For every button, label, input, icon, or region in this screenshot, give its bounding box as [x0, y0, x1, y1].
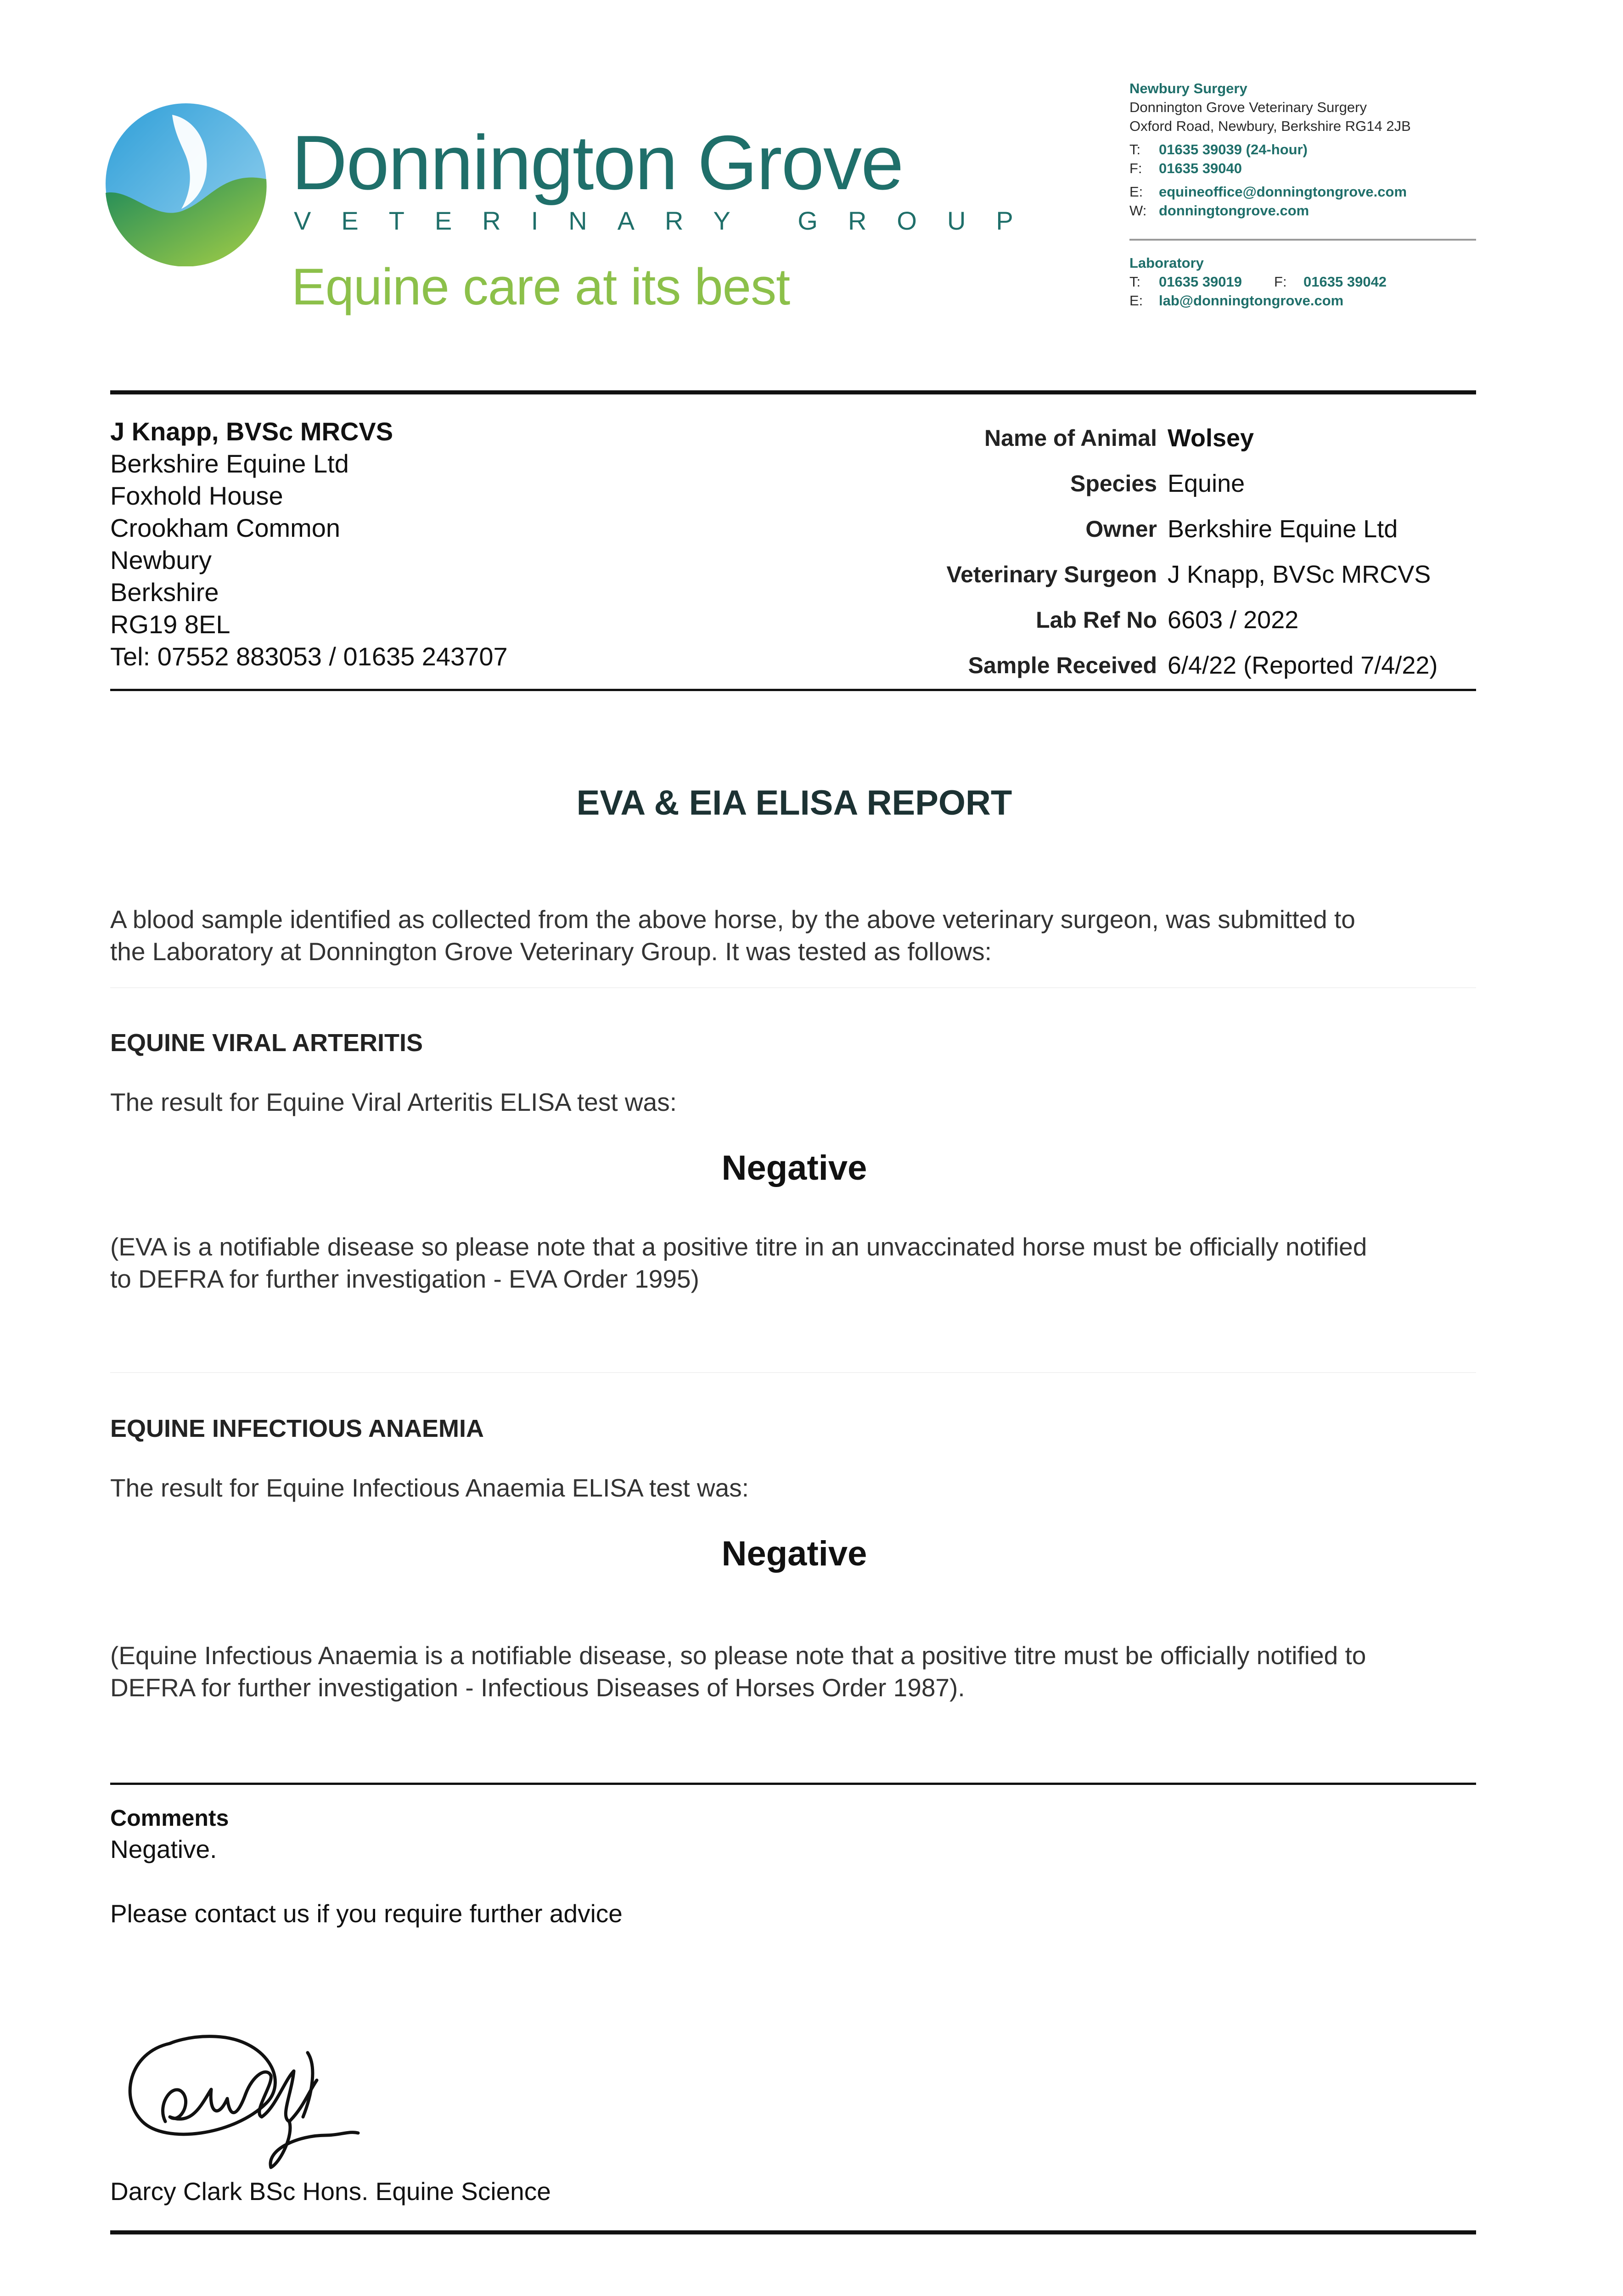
section-divider: [110, 1372, 1476, 1373]
eva-note: [110, 1231, 1488, 1295]
eia-prompt: The result for Equine Infectious Anaemia ELISA test was:: [110, 1474, 749, 1502]
lab-tel[interactable]: 01635 39019: [1159, 274, 1242, 290]
vet-label: Veterinary Surgeon: [946, 562, 1157, 587]
intro-line: A blood sample identified as collected from the above horse, by the above veterinary surgeon, was submitted to: [110, 905, 1355, 934]
signature-icon: [115, 2025, 363, 2177]
eva-result: Negative: [721, 1148, 867, 1187]
lab-fax: 01635 39042: [1303, 274, 1387, 290]
lab-heading: Laboratory: [1129, 255, 1204, 271]
signatory-name: Darcy Clark BSc Hons. Equine Science: [110, 2177, 551, 2206]
animal-info-labels: [947, 416, 1157, 688]
advice-text: Please contact us if you require further advice: [110, 1899, 623, 1928]
comments-label: Comments: [110, 1805, 229, 1831]
surgery-email[interactable]: equineoffice@donningtongrove.com: [1159, 184, 1407, 200]
eva-note-line: (EVA is a notifiable disease so please note that a positive titre in an unvaccinated horse must be officially notified: [110, 1232, 1367, 1261]
recipient-line: Berkshire: [110, 578, 219, 607]
lab-email[interactable]: lab@donningtongrove.com: [1159, 293, 1344, 309]
recipient-line: RG19 8EL: [110, 610, 230, 639]
surgery-email-label: E:: [1129, 184, 1143, 200]
recipient-address: [110, 416, 508, 673]
tagline: Equine care at its best: [292, 258, 790, 315]
eia-note: [110, 1639, 1488, 1704]
animal-name-label: Name of Animal: [984, 425, 1157, 451]
surgery-heading: Newbury Surgery: [1129, 80, 1247, 96]
surgery-contact: [1129, 79, 1411, 220]
animal-name: Wolsey: [1168, 424, 1254, 452]
eia-note-line: DEFRA for further investigation - Infectious Diseases of Horses Order 1987).: [110, 1673, 965, 1702]
surgery-fax: 01635 39040: [1159, 160, 1242, 176]
animal-info-values: [1168, 416, 1438, 688]
recipient-name: J Knapp, BVSc MRCVS: [110, 417, 393, 446]
lab-fax-label: F:: [1274, 274, 1287, 290]
lab-tel-label: T:: [1129, 274, 1141, 290]
lab-email-label: E:: [1129, 293, 1143, 309]
header-rule-bottom: [110, 689, 1476, 691]
eia-result: Negative: [721, 1534, 867, 1573]
comments-rule: [110, 1783, 1476, 1785]
labref: 6603 / 2022: [1168, 606, 1299, 634]
owner-label: Owner: [1085, 516, 1157, 542]
surgery-fax-label: F:: [1129, 160, 1142, 176]
report-title: EVA & EIA ELISA REPORT: [576, 783, 1012, 822]
surgery-name: Donnington Grove Veterinary Surgery: [1129, 99, 1367, 115]
surgery-tel[interactable]: 01635 39039 (24-hour): [1159, 141, 1308, 158]
laboratory-contact: [1129, 253, 1387, 310]
comments-text: Negative.: [110, 1835, 217, 1863]
brand-subtitle: VETERINARY GROUP: [294, 206, 1044, 235]
eva-heading: EQUINE VIRAL ARTERITIS: [110, 1029, 423, 1057]
recipient-line: Foxhold House: [110, 481, 283, 510]
header-rule-top: [110, 390, 1476, 394]
surgery-web-label: W:: [1129, 203, 1147, 219]
surgery-address: Oxford Road, Newbury, Berkshire RG14 2JB: [1129, 118, 1411, 134]
brand-name: Donnington Grove: [292, 119, 903, 206]
vet: J Knapp, BVSc MRCVS: [1168, 561, 1431, 588]
species-label: Species: [1070, 471, 1157, 496]
surgery-web[interactable]: donningtongrove.com: [1159, 203, 1309, 219]
eva-prompt: The result for Equine Viral Arteritis ELISA test was:: [110, 1088, 677, 1116]
received-label: Sample Received: [968, 653, 1157, 678]
eva-note-line: to DEFRA for further investigation - EVA Order 1995): [110, 1265, 699, 1293]
section-divider: [110, 987, 1476, 988]
species: Equine: [1168, 470, 1245, 497]
eia-heading: EQUINE INFECTIOUS ANAEMIA: [110, 1415, 484, 1442]
footer-rule: [110, 2230, 1476, 2234]
eia-note-line: (Equine Infectious Anaemia is a notifiable disease, so please note that a positive titre must be officially notified to: [110, 1641, 1366, 1670]
labref-label: Lab Ref No: [1036, 607, 1157, 633]
logo-emblem-icon: [103, 101, 269, 266]
recipient-line: Newbury: [110, 546, 212, 574]
contact-divider: [1129, 239, 1476, 241]
intro-line: the Laboratory at Donnington Grove Veterinary Group. It was tested as follows:: [110, 937, 992, 966]
received: 6/4/22 (Reported 7/4/22): [1168, 652, 1438, 679]
surgery-tel-label: T:: [1129, 141, 1141, 158]
recipient-line: Berkshire Equine Ltd: [110, 449, 349, 478]
recipient-line: Crookham Common: [110, 513, 341, 542]
recipient-line: Tel: 07552 883053 / 01635 243707: [110, 642, 508, 671]
intro-paragraph: [110, 903, 1488, 968]
owner: Berkshire Equine Ltd: [1168, 515, 1398, 543]
